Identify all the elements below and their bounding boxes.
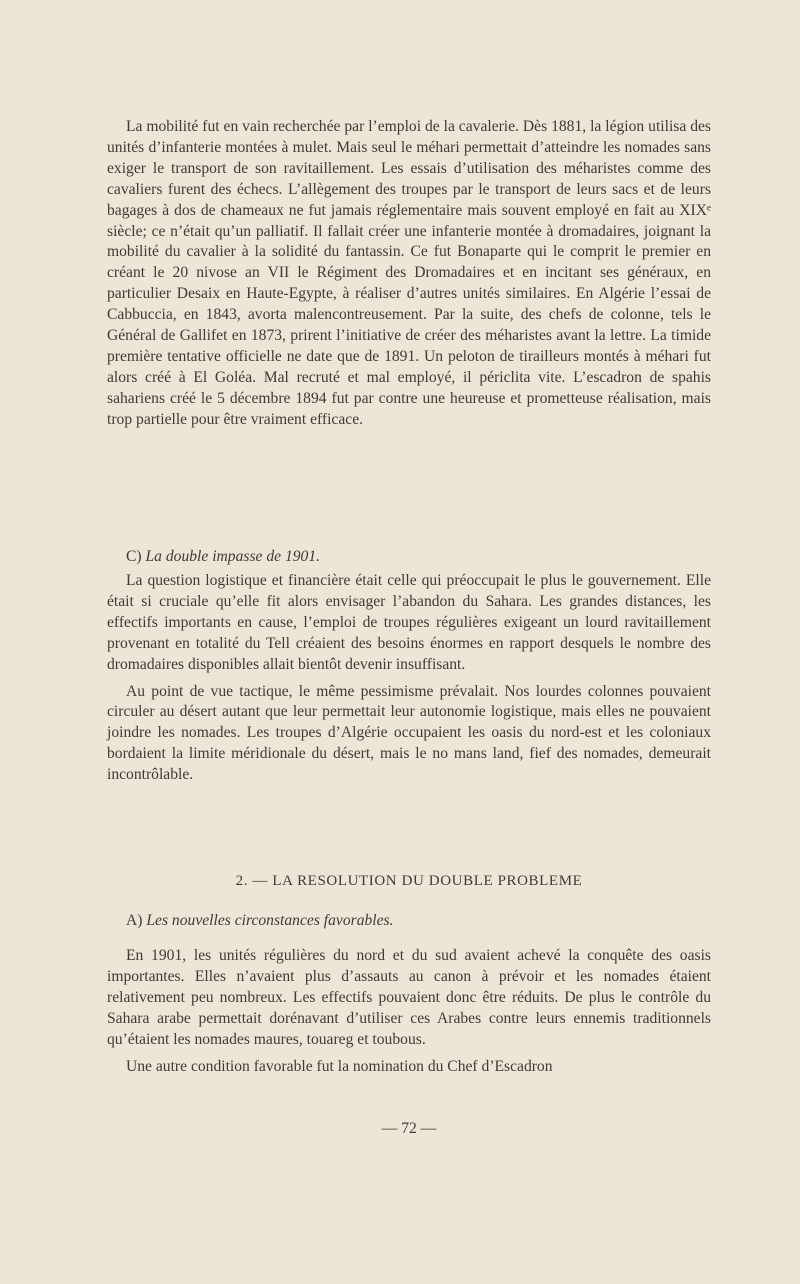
section-heading-resolution: 2. — LA RESOLUTION DU DOUBLE PROBLEME xyxy=(235,873,583,889)
paragraph-circumstances: En 1901, les unités régulières du nord et du sud avaient achevé la conquête des oasis importantes. Elles n’avaient plus d’assauts au canon à prévoir et les nomades étaient relativement peu nombreux. Les effectifs pouvaient donc être réduits. De plus le contrôle du Sahara arabe permettait dorénavant d’utiliser ces Arabes contre leurs ennemis traditionnels qu’étaient les nomades maures, touareg et toubous. xyxy=(107,947,711,1048)
subheading-a xyxy=(126,911,394,931)
paragraph-logistics: La question logistique et financière était celle qui préoccupait le plus le gouvernement. Elle était si cruciale qu’elle fit alors envisager l’abandon du Sahara. Les grandes distances, les effectifs importants en cause, l’emploi de troupes régulières exigeant un lourd ravitaillement provenant en totalité du Tell créaient des besoins énormes en rapport desquels le nombre des dromadaires disponibles allait bientôt devenir insuffisant. xyxy=(107,572,711,673)
text-block-favorable-circumstances xyxy=(107,946,711,1077)
subheading-a-letter: A) xyxy=(126,912,143,929)
paragraph-nomination: Une autre condition favorable fut la nomination du Chef d’Escadron xyxy=(126,1057,553,1075)
paragraph-mobility: La mobilité fut en vain recherchée par l’emploi de la cavalerie. Dès 1881, la légion utilisa des unités d’infanterie montées à mulet. Mais seul le méhari permettait d’atteindre les nomades sans exiger le transport de son ravitaillement. Les essais d’utilisation des méharistes comme des cavaliers furent des échecs. L’allègement des troupes par le transport de leurs sacs et de leurs bagages à dos de chameaux ne fut jamais réglementaire mais souvent employé en fait au XIXᵉ siècle; ce n’était qu’un palliatif. Il fallait créer une infanterie montée à dromadaires, joignant la mobilité du cavalier à la solidité du fantassin. Ce fut Bonaparte qui le comprit le premier en créant le 20 nivose an VII le Régiment des Dromadaires et en incitant ses généraux, en particulier Desaix en Haute-Egypte, à réaliser d’autres unités similaires. En Algérie l’essai de Cabbuccia, en 1843, avorta malencontreusement. Par la suite, des chefs de colonne, tels le Général de Gallifet en 1873, prirent l’initiative de créer des méharistes avant la lettre. La timide première tentative officielle ne date que de 1891. Un peloton de tirailleurs montés à méhari fut alors créé à El Goléa. Mal recruté et mal employé, il périclita vite. L’escadron de spahis sahariens créé le 5 décembre 1894 fut par contre une heureuse et prometteuse réalisation, mais trop partielle pour être vraiment efficace. xyxy=(107,118,711,428)
subheading-a-title: Les nouvelles circonstances favorables. xyxy=(146,912,394,929)
subheading-c xyxy=(126,547,320,567)
text-block-double-impasse xyxy=(107,571,711,786)
text-block-mobility xyxy=(107,117,711,431)
paragraph-tactics: Au point de vue tactique, le même pessimisme prévalait. Nos lourdes colonnes pouvaient circuler au désert autant que leur permettait leur autonomie logistique, mais elles ne pouvaient joindre les nomades. Les troupes d’Algérie occupaient les oasis du nord-est et les coloniaux bordaient la limite méridionale du désert, mais le no mans land, fief des nomades, demeurait incontrôlable. xyxy=(107,682,711,784)
subheading-c-letter: C) xyxy=(126,548,142,565)
page-number: — 72 — xyxy=(381,1120,437,1137)
subheading-c-title: La double impasse de 1901. xyxy=(145,548,321,565)
